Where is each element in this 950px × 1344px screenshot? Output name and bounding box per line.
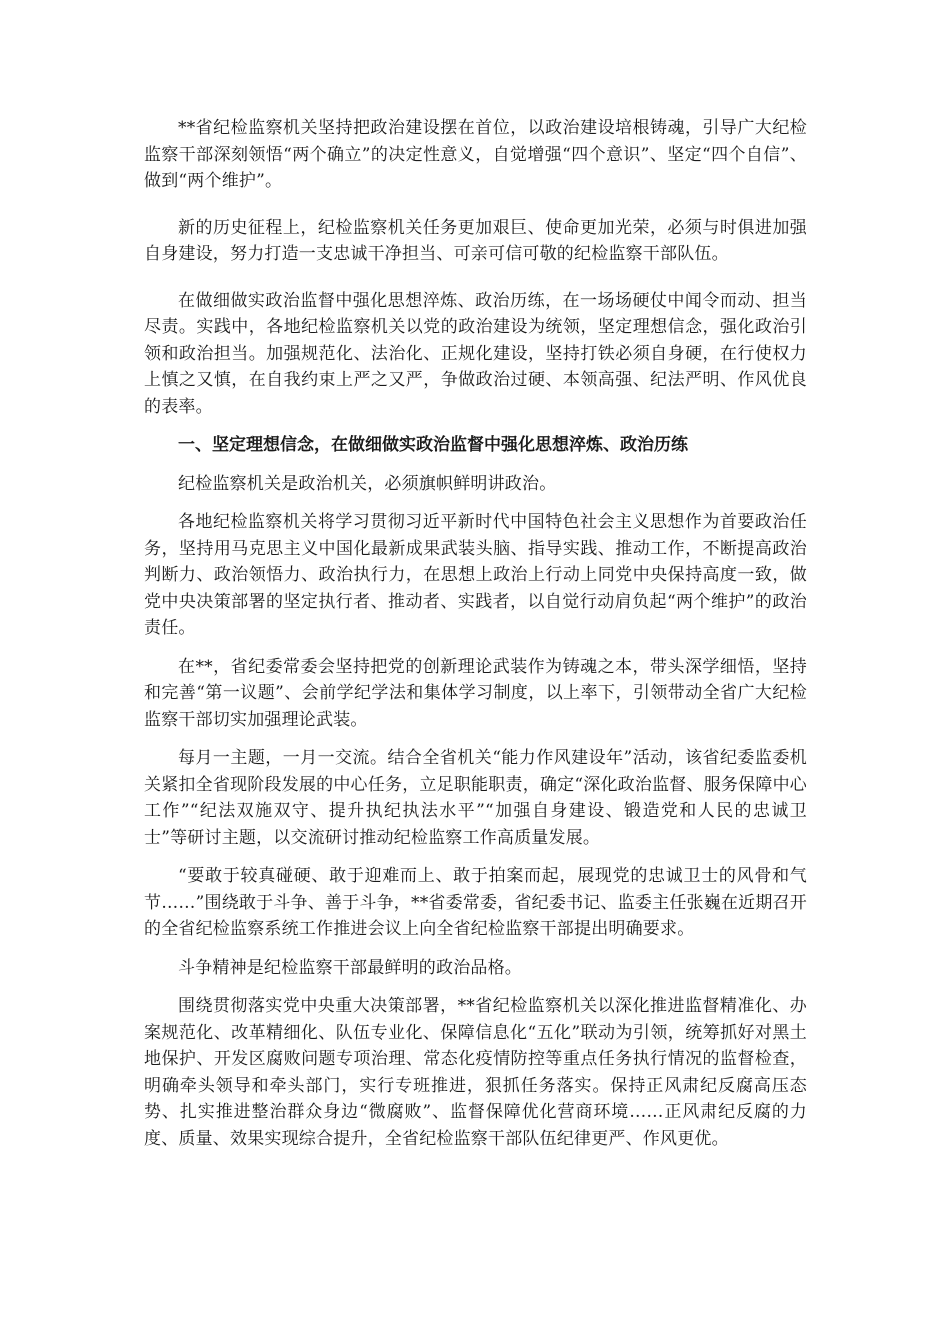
paragraph: 在**，省纪委常委会坚持把党的创新理论武装作为铸魂之本，带头深学细悟，坚持和完善“第一议题”、会前学纪学法和集体学习制度，以上率下，引领带动全省广大纪检监察干部切实加强理论武装。 [144, 656, 807, 730]
paragraph: 围绕贯彻落实党中央重大决策部署，**省纪检监察机关以深化推进监督精准化、办案规范化、改革精细化、队伍专业化、保障信息化“五化”联动为引领，统筹抓好对黑土地保护、开发区腐败问题专项治理、常态化疫情防控等重点任务执行情况的监督检查，明确牵头领导和牵头部门，实行专班推进，狠抓任务落实。保持正风肃纪反腐高压态势、扎实推进整治群众身边“微腐败”、监督保障优化营商环境……正风肃纪反腐的力度、质量、效果实现综合提升，全省纪检监察干部队伍纪律更严、作风更优。 [144, 996, 807, 1149]
paragraph: 在做细做实政治监督中强化思想淬炼、政治历练，在一场场硬仗中闻令而动、担当尽责。实践中，各地纪检监察机关以党的政治建设为统领，坚定理想信念，强化政治引领和政治担当。加强规范化、法治化、正规化建设，坚持打铁必须自身硬，在行使权力上慎之又慎，在自我约束上严之又严，争做政治过硬、本领高强、纪法严明、作风优良的表率。 [144, 290, 807, 417]
paragraph: 各地纪检监察机关将学习贯彻习近平新时代中国特色社会主义思想作为首要政治任务，坚持用马克思主义中国化最新成果武装头脑、指导实践、推动工作，不断提高政治判断力、政治领悟力、政治执行力，在思想上政治上行动上同党中央保持高度一致，做党中央决策部署的坚定执行者、推动者、实践者，以自觉行动肩负起“两个维护”的政治责任。 [144, 512, 807, 638]
paragraph: 纪检监察机关是政治机关，必须旗帜鲜明讲政治。 [178, 473, 557, 494]
section-heading: 一、坚定理想信念，在做细做实政治监督中强化思想淬炼、政治历练 [178, 435, 688, 455]
paragraph: “要敢于较真碰硬、敢于迎难而上、敢于拍案而起，展现党的忠诚卫士的风骨和气节……”围绕敢于斗争、善于斗争，**省委常委，省纪委书记、监委主任张巍在近期召开的全省纪检监察系统工作推进会议上向全省纪检监察干部提出明确要求。 [144, 866, 807, 939]
paragraph: 新的历史征程上，纪检监察机关任务更加艰巨、使命更加光荣，必须与时俱进加强自身建设，努力打造一支忠诚干净担当、可亲可信可敬的纪检监察干部队伍。 [144, 217, 807, 264]
paragraph: 每月一主题，一月一交流。结合全省机关“能力作风建设年”活动，该省纪委监委机关紧扣全省现阶段发展的中心任务，立足职能职责，确定“深化政治监督、服务保障中心工作”“纪法双施双守、提升执纪执法水平”“加强自身建设、锻造党和人民的忠诚卫士”等研讨主题，以交流研讨推动纪检监察工作高质量发展。 [144, 748, 807, 848]
document-page [144, 115, 807, 1152]
paragraph: **省纪检监察机关坚持把政治建设摆在首位，以政治建设培根铸魂，引导广大纪检监察干部深刻领悟“两个确立”的决定性意义，自觉增强“四个意识”、坚定“四个自信”、做到“两个维护”。 [144, 118, 807, 191]
paragraph: 斗争精神是纪检监察干部最鲜明的政治品格。 [178, 957, 522, 978]
